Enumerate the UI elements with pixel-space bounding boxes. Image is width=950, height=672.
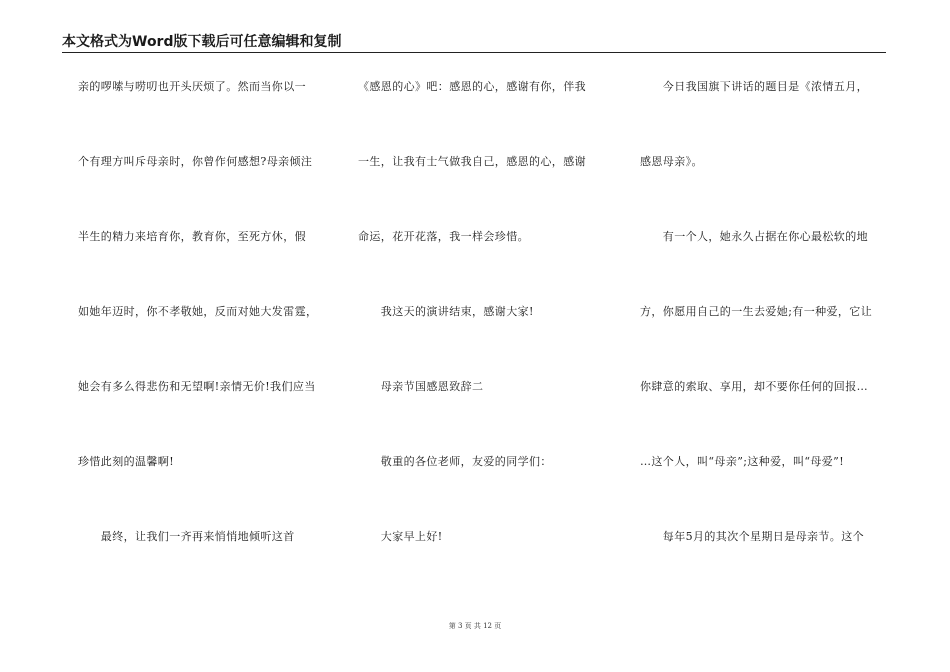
text-line: 你肆意的索取、享用，却不要你任何的回报… [640, 380, 868, 393]
text-line: 今日我国旗下讲话的题目是《浓情五月， [640, 80, 868, 93]
text-line: 命运，花开花落，我一样会珍惜。 [358, 230, 529, 243]
text-line: 亲的啰嗦与唠叨也开头厌烦了。然而当你以一 [78, 80, 306, 93]
page-number-footer: 第 3 页 共 12 页 [448, 622, 502, 630]
text-line: 我这天的演讲结束，感谢大家! [358, 305, 534, 318]
text-line: 母亲节国感恩致辞二 [358, 380, 484, 393]
page-header [62, 34, 886, 53]
text-line: 感恩母亲》。 [640, 155, 703, 168]
text-line: 最终，让我们一齐再来悄悄地倾听这首 [78, 530, 295, 543]
text-line: …这个人，叫“母亲”;这种爱，叫“母爱”! [640, 455, 845, 468]
text-line: 个有理方叫斥母亲时，你曾作何感想?母亲倾注 [78, 155, 313, 168]
text-line: 每年5月的其次个星期日是母亲节。这个 [640, 530, 864, 543]
text-line: 《感恩的心》吧：感恩的心，感谢有你，伴我 [358, 80, 586, 93]
text-line: 她会有多么得悲伤和无望啊!亲情无价!我们应当 [78, 380, 316, 393]
text-line: 方，你愿用自己的一生去爱她;有一种爱，它让 [640, 305, 873, 318]
text-line: 有一个人，她永久占据在你心最松软的地 [640, 230, 868, 243]
text-line: 大家早上好! [358, 530, 443, 543]
text-line: 半生的精力来培育你，教育你，至死方休，假 [78, 230, 306, 243]
text-line: 敬重的各位老师，友爱的同学们： [358, 455, 552, 468]
text-line: 珍惜此刻的温馨啊! [78, 455, 175, 468]
text-line: 如她年迈时，你不孝敬她，反而对她大发雷霆， [78, 305, 318, 318]
text-line: 一生，让我有士气做我自己，感恩的心，感谢 [358, 155, 586, 168]
document-header-title: 本文格式为Word版下载后可任意编辑和复制 [62, 34, 342, 50]
